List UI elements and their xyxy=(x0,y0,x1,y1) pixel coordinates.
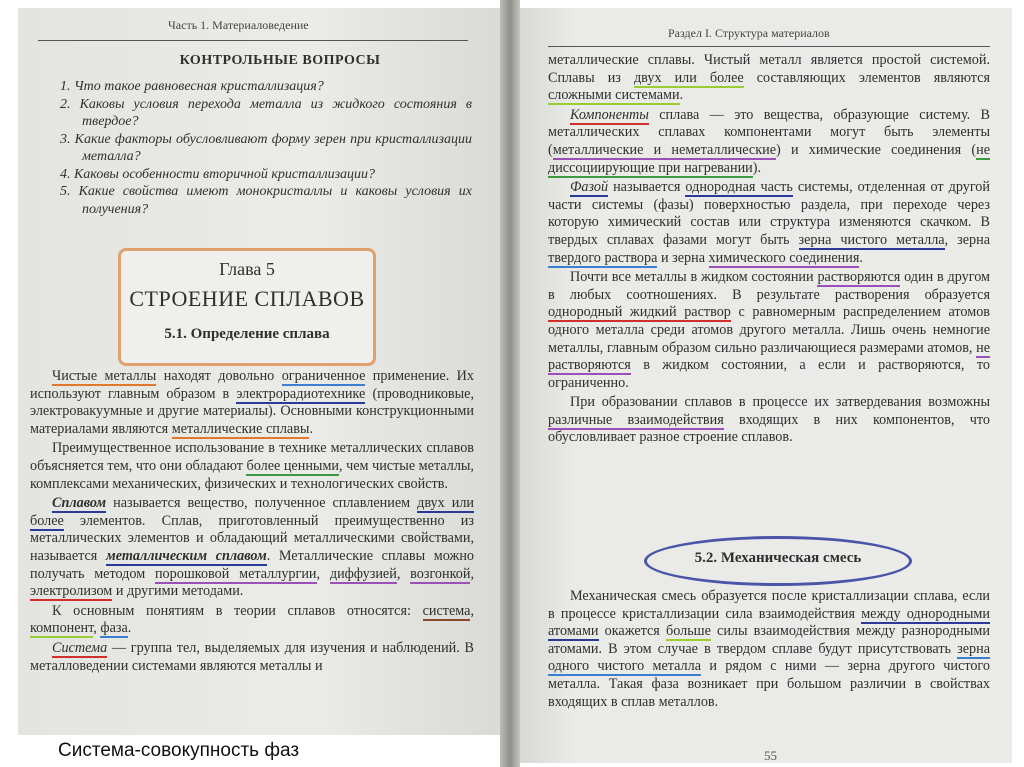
text-run: . xyxy=(127,620,132,637)
text-run: системы, отделенная от другой части системы (фазы) поверхностью раздела, при переходе через которую химический состав или структура изменяются скачком. В твердых сплавах фазами могут быть xyxy=(548,179,990,248)
right-body-text xyxy=(548,52,990,449)
text-run: применение. Их используют главным образом в xyxy=(30,368,475,402)
text-run: . Металлические сплавы можно получать методом xyxy=(30,547,474,582)
left-running-head: Часть 1. Материаловедение xyxy=(168,18,309,32)
text-run: окажется xyxy=(598,623,666,640)
paragraph xyxy=(548,269,990,392)
text-run: , чем чистые металлы, комплексами механических, физических и технологических свойств. xyxy=(30,457,474,492)
text-run: составляющих элементов являются xyxy=(743,69,990,86)
highlight: не растворяются xyxy=(548,339,990,374)
paragraph xyxy=(30,640,474,675)
text-run: называется вещество, полученное сплавлением xyxy=(106,495,418,512)
highlight: однородная часть xyxy=(685,179,793,196)
text-run: ). xyxy=(752,159,762,176)
highlight: растворяются xyxy=(817,269,901,286)
paragraph xyxy=(548,52,990,105)
highlight: не диссоциирующие при нагревании xyxy=(548,141,990,176)
text-run: , xyxy=(470,602,474,619)
questions-heading: КОНТРОЛЬНЫЕ ВОПРОСЫ xyxy=(179,53,381,68)
text-run: и зерна xyxy=(657,249,709,266)
text-run: в жидком состоянии, а если и растворяются, то ограниченно. xyxy=(548,357,990,391)
question-item: 1. Что такое равновесная кристаллизация? xyxy=(60,79,324,94)
text-run: Почти все металлы в жидком состоянии xyxy=(570,269,818,286)
paragraph xyxy=(30,495,474,601)
highlight: компонент xyxy=(30,620,94,637)
highlight: порошковой металлургии xyxy=(154,565,317,582)
text-run: и другими методами. xyxy=(112,583,244,600)
right-body-text-2 xyxy=(548,588,990,713)
highlight: электролизом xyxy=(30,583,113,600)
section-title-5-2: 5.2. Механическая смесь xyxy=(644,536,912,586)
paragraph xyxy=(30,440,474,493)
highlight: диффузией xyxy=(329,565,397,582)
text-run: . xyxy=(679,87,684,104)
highlight: зерна одного чистого металла xyxy=(548,640,990,675)
right-running-head: Раздел I. Структура материалов xyxy=(668,26,830,40)
questions-list xyxy=(60,78,472,218)
text-run: (проводниковые, электровакуумные и другие материалы). Основными конструкционными материалами являются xyxy=(30,385,474,437)
highlight: двух или более xyxy=(30,495,474,529)
text-run: сплава — это вещества, образующие систему. В металлических сплавах компонентами могут быть элементы ( xyxy=(548,106,990,158)
text-run: , зерна xyxy=(944,231,991,248)
page-number: 55 xyxy=(764,748,777,763)
highlight: металлические сплавы xyxy=(171,420,310,437)
text-run: ) и химические соединения ( xyxy=(776,141,977,158)
text-run: силы взаимодействия между разнородными атомами. В этом случае в твердом сплаве будут присутствовать xyxy=(548,623,990,657)
paragraph xyxy=(30,603,474,638)
text-run: называется xyxy=(608,179,686,196)
highlight: сложными системами xyxy=(548,87,680,104)
term-highlight: Фазой xyxy=(570,179,609,196)
highlight: возгонкой xyxy=(410,565,471,582)
question-item: 3. Какие факторы обусловливают форму зерен при кристаллизации металла? xyxy=(60,131,472,164)
highlight: металлические и неметаллические xyxy=(552,141,777,158)
question-item: 2. Каковы условия перехода металла из жидкого состояния в твердое? xyxy=(60,96,472,129)
text-run: . xyxy=(309,420,313,437)
text-run: и рядом с ними — зерна другого чистого металла. Такая фаза возникает при большом различии в свойствах входящих в сплав металлов. xyxy=(548,658,990,710)
text-run: — группа тел, выделяемых для изучения и наблюдений. В металловедении системами являются металлы и xyxy=(30,639,474,674)
highlight: больше xyxy=(665,623,711,640)
paragraph xyxy=(548,179,990,267)
left-body-text xyxy=(30,368,474,677)
paragraph xyxy=(548,588,990,711)
text-run: Преимущественное использование в технике металлических сплавов объясняется тем, что они обладают xyxy=(30,440,474,474)
highlight: однородный жидкий раствор xyxy=(548,304,731,321)
text-run: с равномерным распределением атомов одного металла среди атомов другого металла. Лишь очень немногие металлы, главным образом сильно различающиеся размерами атомов, xyxy=(548,304,990,356)
highlight: твердого раствора xyxy=(548,249,658,266)
term-highlight: Компоненты xyxy=(570,106,649,123)
chapter-box xyxy=(118,248,376,366)
right-head-rule xyxy=(548,46,990,47)
question-item: 5. Какие свойства имеют монокристаллы и каковы условия их получения? xyxy=(60,184,472,217)
highlight: ограниченное xyxy=(281,368,366,384)
term-highlight: Система xyxy=(52,639,108,656)
text-run: элементов. Сплав, приготовленный преимущественно из металлических элементов и обладающий металлическими свойствами, называется xyxy=(30,512,474,564)
paragraph xyxy=(548,107,990,177)
paragraph xyxy=(548,394,990,447)
term-highlight: Сплавом xyxy=(52,495,107,512)
chapter-label: Глава 5 xyxy=(219,259,275,279)
highlight: зерна чистого металла xyxy=(798,231,945,248)
text-run: Механическая смесь образуется после кристаллизации сплава, если в процессе кристаллизации сила взаимодействия xyxy=(548,588,990,622)
text-run: , xyxy=(93,620,101,637)
chapter-title: СТРОЕНИЕ СПЛАВОВ xyxy=(129,286,365,311)
highlight: фаза xyxy=(100,620,128,637)
text-run: К основным понятиям в теории сплавов относятся: xyxy=(52,602,423,619)
text-run: входящих в них компонентов, что обусловливает разное строение сплавов. xyxy=(548,411,990,446)
highlight: Чистые металлы xyxy=(52,368,157,384)
highlight: различные взаимодействия xyxy=(548,411,724,428)
text-run: . xyxy=(859,249,863,266)
text-run: При образовании сплавов в процессе их затвердевания возможны xyxy=(570,394,990,411)
highlight: химического соединения xyxy=(708,249,860,266)
section-title-5-1: 5.1. Определение сплава xyxy=(164,326,330,342)
left-head-rule xyxy=(38,40,468,41)
paragraph xyxy=(30,368,474,438)
text-run: , xyxy=(316,565,330,582)
text-run: , xyxy=(396,565,411,582)
slide-caption: Система-совокупность фаз xyxy=(58,740,300,761)
highlight: система xyxy=(422,602,471,619)
text-run: , xyxy=(470,565,474,582)
text-run: металлические сплавы. Чистый металл является простой системой. Сплавы из xyxy=(548,52,990,86)
book-gutter xyxy=(500,0,520,767)
highlight: более ценными xyxy=(246,457,340,474)
question-item: 4. Каковы особенности вторичной кристаллизации? xyxy=(60,166,376,182)
text-run: один в другом в любых соотношениях. В результате растворения образуется xyxy=(548,269,991,303)
text-run: находят довольно xyxy=(156,368,282,384)
term-highlight: металлическим сплавом xyxy=(105,547,267,564)
highlight: электрорадиотехнике xyxy=(236,385,366,402)
highlight: между однородными атомами xyxy=(548,605,991,640)
highlight: двух или более xyxy=(633,69,744,86)
